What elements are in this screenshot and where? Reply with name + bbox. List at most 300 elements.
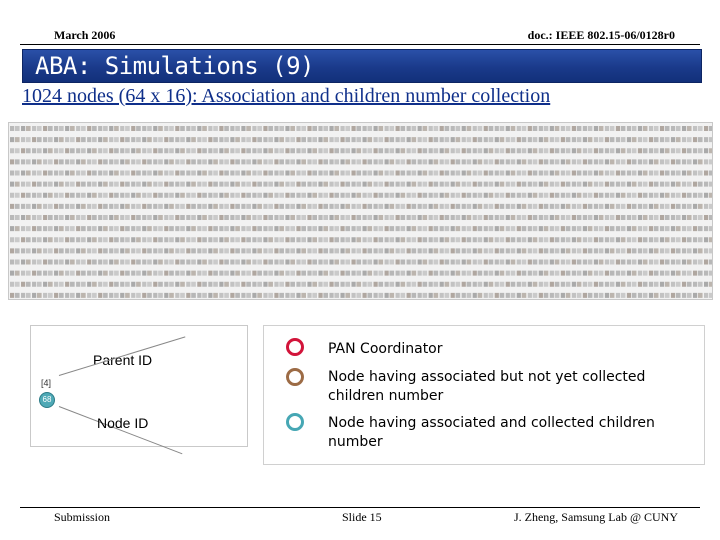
grid-node	[671, 237, 681, 242]
grid-node	[263, 271, 273, 276]
grid-node	[10, 148, 20, 153]
grid-node	[296, 237, 306, 242]
grid-node	[263, 248, 273, 253]
grid-node	[10, 271, 20, 276]
grid-node	[43, 171, 53, 176]
grid-node	[363, 271, 373, 276]
grid-node	[506, 193, 516, 198]
grid-node	[175, 215, 185, 220]
grid-node	[704, 282, 713, 287]
grid-node	[318, 215, 328, 220]
grid-node	[208, 137, 218, 142]
grid-node	[429, 159, 439, 164]
grid-node	[131, 271, 141, 276]
grid-node	[263, 148, 273, 153]
parent-id-leader	[59, 336, 186, 376]
grid-node	[54, 215, 64, 220]
grid-node	[307, 260, 317, 265]
grid-node	[32, 182, 42, 187]
grid-node	[307, 248, 317, 253]
grid-node	[351, 171, 361, 176]
grid-node	[340, 171, 350, 176]
grid-node	[429, 126, 439, 131]
grid-node	[506, 182, 516, 187]
grid-node	[65, 137, 75, 142]
grid-node	[142, 248, 152, 253]
grid-node	[186, 171, 196, 176]
grid-node	[252, 271, 262, 276]
grid-node	[318, 159, 328, 164]
grid-node	[186, 237, 196, 242]
grid-node	[285, 271, 295, 276]
grid-node	[142, 193, 152, 198]
grid-node	[21, 204, 31, 209]
grid-node	[495, 260, 505, 265]
grid-node	[307, 182, 317, 187]
grid-node	[517, 204, 527, 209]
grid-node	[120, 248, 130, 253]
grid-node	[197, 215, 207, 220]
grid-node	[175, 282, 185, 287]
grid-node	[363, 126, 373, 131]
grid-node	[10, 260, 20, 265]
grid-node	[693, 293, 703, 298]
grid-node	[54, 148, 64, 153]
grid-node	[462, 260, 472, 265]
grid-node	[561, 282, 571, 287]
grid-node	[329, 159, 339, 164]
grid-node	[440, 193, 450, 198]
grid-node	[517, 126, 527, 131]
grid-node	[616, 126, 626, 131]
grid-node	[285, 204, 295, 209]
grid-node	[627, 248, 637, 253]
grid-node	[451, 204, 461, 209]
grid-node	[363, 159, 373, 164]
grid-node	[506, 226, 516, 231]
grid-node	[638, 248, 648, 253]
grid-node	[594, 204, 604, 209]
grid-node	[10, 204, 20, 209]
grid-node	[131, 226, 141, 231]
grid-node	[572, 226, 582, 231]
grid-node	[462, 215, 472, 220]
grid-node	[307, 271, 317, 276]
grid-node	[65, 282, 75, 287]
grid-node	[142, 148, 152, 153]
grid-node	[186, 148, 196, 153]
grid-node	[274, 282, 284, 287]
grid-node	[396, 282, 406, 287]
grid-node	[296, 126, 306, 131]
grid-node	[263, 237, 273, 242]
grid-node	[561, 193, 571, 198]
grid-node	[230, 271, 240, 276]
grid-node	[363, 260, 373, 265]
grid-node	[583, 237, 593, 242]
grid-node	[120, 204, 130, 209]
grid-node	[241, 271, 251, 276]
grid-node	[208, 159, 218, 164]
grid-node	[550, 204, 560, 209]
grid-node	[208, 148, 218, 153]
grid-node	[65, 226, 75, 231]
grid-node	[32, 148, 42, 153]
grid-node	[241, 237, 251, 242]
grid-node	[660, 226, 670, 231]
grid-node	[429, 282, 439, 287]
grid-node	[241, 171, 251, 176]
grid-node	[418, 137, 428, 142]
grid-node	[43, 193, 53, 198]
grid-node	[263, 159, 273, 164]
grid-node	[142, 237, 152, 242]
grid-node	[440, 248, 450, 253]
grid-node	[153, 204, 163, 209]
grid-node	[252, 282, 262, 287]
grid-node	[340, 193, 350, 198]
grid-node	[649, 171, 659, 176]
grid-node	[671, 282, 681, 287]
grid-node	[230, 182, 240, 187]
grid-node	[451, 126, 461, 131]
grid-node	[153, 215, 163, 220]
grid-node	[418, 159, 428, 164]
grid-node	[10, 248, 20, 253]
grid-node	[682, 182, 692, 187]
grid-node	[285, 193, 295, 198]
grid-node	[98, 282, 108, 287]
grid-node	[704, 126, 713, 131]
grid-node	[219, 182, 229, 187]
grid-node	[98, 237, 108, 242]
grid-node	[484, 126, 494, 131]
grid-node	[21, 271, 31, 276]
grid-node	[385, 293, 395, 298]
grid-node	[495, 237, 505, 242]
grid-node	[230, 215, 240, 220]
grid-node	[693, 137, 703, 142]
grid-node	[98, 293, 108, 298]
grid-node	[385, 282, 395, 287]
title-bar	[22, 49, 702, 83]
grid-node	[21, 159, 31, 164]
grid-node	[583, 126, 593, 131]
grid-node	[418, 215, 428, 220]
grid-node	[506, 171, 516, 176]
grid-node	[296, 182, 306, 187]
grid-node	[241, 226, 251, 231]
grid-node	[528, 193, 538, 198]
grid-node	[704, 204, 713, 209]
grid-node	[197, 248, 207, 253]
grid-node	[682, 215, 692, 220]
grid-node	[109, 182, 119, 187]
grid-node	[440, 204, 450, 209]
grid-node	[506, 293, 516, 298]
grid-node	[550, 148, 560, 153]
grid-node	[87, 137, 97, 142]
grid-node	[473, 237, 483, 242]
footer-slide-number: Slide 15	[342, 510, 382, 524]
grid-node	[219, 237, 229, 242]
grid-node	[307, 148, 317, 153]
grid-node	[329, 171, 339, 176]
grid-node	[649, 126, 659, 131]
grid-node	[21, 226, 31, 231]
grid-node	[363, 204, 373, 209]
grid-node	[241, 215, 251, 220]
grid-node	[517, 248, 527, 253]
grid-node	[164, 293, 174, 298]
node-key-panel	[263, 325, 705, 465]
grid-node	[495, 182, 505, 187]
grid-node	[219, 204, 229, 209]
grid-node	[506, 237, 516, 242]
grid-node	[671, 271, 681, 276]
grid-node	[495, 215, 505, 220]
grid-node	[451, 171, 461, 176]
grid-node	[351, 260, 361, 265]
grid-node	[307, 137, 317, 142]
grid-node	[572, 171, 582, 176]
grid-node	[208, 282, 218, 287]
grid-node	[682, 159, 692, 164]
grid-node	[550, 237, 560, 242]
grid-node	[671, 248, 681, 253]
grid-node	[363, 171, 373, 176]
grid-node	[693, 248, 703, 253]
grid-node	[429, 237, 439, 242]
grid-node	[274, 248, 284, 253]
grid-node	[252, 171, 262, 176]
grid-node	[21, 248, 31, 253]
grid-node	[252, 260, 262, 265]
grid-node	[54, 182, 64, 187]
grid-node	[605, 159, 615, 164]
grid-node	[43, 282, 53, 287]
grid-node	[120, 159, 130, 164]
grid-node	[340, 148, 350, 153]
grid-node	[418, 171, 428, 176]
grid-node	[671, 260, 681, 265]
grid-node	[561, 293, 571, 298]
header-rule	[20, 44, 700, 45]
grid-node	[252, 126, 262, 131]
grid-node	[374, 226, 384, 231]
grid-node	[65, 271, 75, 276]
grid-node	[98, 148, 108, 153]
grid-node	[32, 171, 42, 176]
grid-node	[153, 148, 163, 153]
grid-node	[517, 215, 527, 220]
grid-node	[484, 171, 494, 176]
grid-node	[219, 293, 229, 298]
grid-node	[76, 248, 86, 253]
grid-node	[230, 293, 240, 298]
grid-node	[21, 182, 31, 187]
grid-node	[385, 248, 395, 253]
grid-node	[219, 215, 229, 220]
grid-node	[396, 159, 406, 164]
grid-node	[528, 171, 538, 176]
grid-node	[605, 171, 615, 176]
grid-node	[550, 215, 560, 220]
grid-node	[54, 237, 64, 242]
grid-node	[605, 282, 615, 287]
grid-node	[495, 171, 505, 176]
grid-node	[693, 215, 703, 220]
grid-node	[396, 182, 406, 187]
grid-node	[396, 137, 406, 142]
grid-node	[142, 260, 152, 265]
grid-node	[605, 126, 615, 131]
grid-node	[649, 215, 659, 220]
grid-node	[98, 171, 108, 176]
grid-node	[175, 148, 185, 153]
grid-node	[539, 248, 549, 253]
grid-node	[263, 126, 273, 131]
grid-node	[65, 204, 75, 209]
grid-node	[572, 182, 582, 187]
grid-node	[208, 215, 218, 220]
grid-node	[197, 271, 207, 276]
grid-node	[385, 215, 395, 220]
grid-node	[407, 171, 417, 176]
grid-node	[495, 248, 505, 253]
grid-node	[32, 137, 42, 142]
grid-node	[164, 204, 174, 209]
grid-node	[517, 171, 527, 176]
grid-node	[87, 171, 97, 176]
grid-node	[506, 126, 516, 131]
grid-node	[506, 215, 516, 220]
grid-node	[197, 171, 207, 176]
grid-node	[186, 193, 196, 198]
grid-node	[517, 271, 527, 276]
grid-node	[682, 226, 692, 231]
grid-node	[451, 159, 461, 164]
grid-node	[594, 215, 604, 220]
grid-node	[153, 260, 163, 265]
grid-node	[263, 182, 273, 187]
grid-node	[21, 282, 31, 287]
grid-node	[54, 248, 64, 253]
grid-node	[21, 171, 31, 176]
grid-node	[418, 248, 428, 253]
grid-node	[462, 182, 472, 187]
grid-node	[98, 260, 108, 265]
grid-node	[87, 248, 97, 253]
grid-node	[550, 159, 560, 164]
grid-node	[109, 260, 119, 265]
grid-node	[87, 282, 97, 287]
grid-node	[649, 182, 659, 187]
grid-node	[484, 271, 494, 276]
grid-node	[164, 271, 174, 276]
grid-node	[682, 171, 692, 176]
grid-node	[462, 282, 472, 287]
grid-node	[263, 282, 273, 287]
grid-node	[318, 282, 328, 287]
grid-node	[307, 282, 317, 287]
grid-node	[230, 159, 240, 164]
grid-node	[649, 137, 659, 142]
grid-node	[164, 193, 174, 198]
grid-node	[517, 237, 527, 242]
grid-node	[418, 237, 428, 242]
grid-node	[274, 148, 284, 153]
footer-author: J. Zheng, Samsung Lab @ CUNY	[513, 510, 678, 524]
grid-node	[561, 226, 571, 231]
grid-node	[440, 159, 450, 164]
grid-node	[649, 293, 659, 298]
grid-node	[627, 237, 637, 242]
grid-node	[660, 293, 670, 298]
grid-node	[693, 204, 703, 209]
grid-node	[87, 148, 97, 153]
grid-node	[704, 159, 713, 164]
associated-node-ring-icon	[286, 368, 304, 386]
grid-node	[164, 148, 174, 153]
grid-node	[451, 271, 461, 276]
grid-node	[583, 293, 593, 298]
grid-node	[32, 248, 42, 253]
grid-node	[87, 237, 97, 242]
grid-node	[528, 237, 538, 242]
grid-node	[539, 215, 549, 220]
grid-node	[385, 126, 395, 131]
grid-node	[318, 271, 328, 276]
grid-node	[440, 215, 450, 220]
grid-node	[374, 193, 384, 198]
grid-node	[274, 126, 284, 131]
grid-node	[550, 171, 560, 176]
grid-node	[616, 159, 626, 164]
grid-node	[318, 260, 328, 265]
grid-node	[407, 226, 417, 231]
grid-node	[627, 215, 637, 220]
grid-node	[197, 237, 207, 242]
grid-node	[594, 293, 604, 298]
grid-node	[671, 215, 681, 220]
grid-node	[351, 137, 361, 142]
grid-node	[175, 271, 185, 276]
grid-node	[274, 293, 284, 298]
grid-node	[32, 226, 42, 231]
grid-node	[98, 204, 108, 209]
grid-node	[528, 271, 538, 276]
grid-node	[561, 137, 571, 142]
grid-node	[21, 148, 31, 153]
grid-node	[638, 204, 648, 209]
grid-node	[164, 159, 174, 164]
grid-node	[517, 282, 527, 287]
grid-node	[572, 282, 582, 287]
grid-node	[43, 148, 53, 153]
grid-node	[340, 182, 350, 187]
grid-node	[208, 293, 218, 298]
grid-node	[407, 148, 417, 153]
grid-node	[682, 248, 692, 253]
grid-node	[649, 193, 659, 198]
grid-node	[495, 137, 505, 142]
grid-node	[374, 137, 384, 142]
grid-node	[385, 159, 395, 164]
grid-node	[660, 171, 670, 176]
footer-rule	[20, 507, 700, 508]
grid-node	[671, 293, 681, 298]
